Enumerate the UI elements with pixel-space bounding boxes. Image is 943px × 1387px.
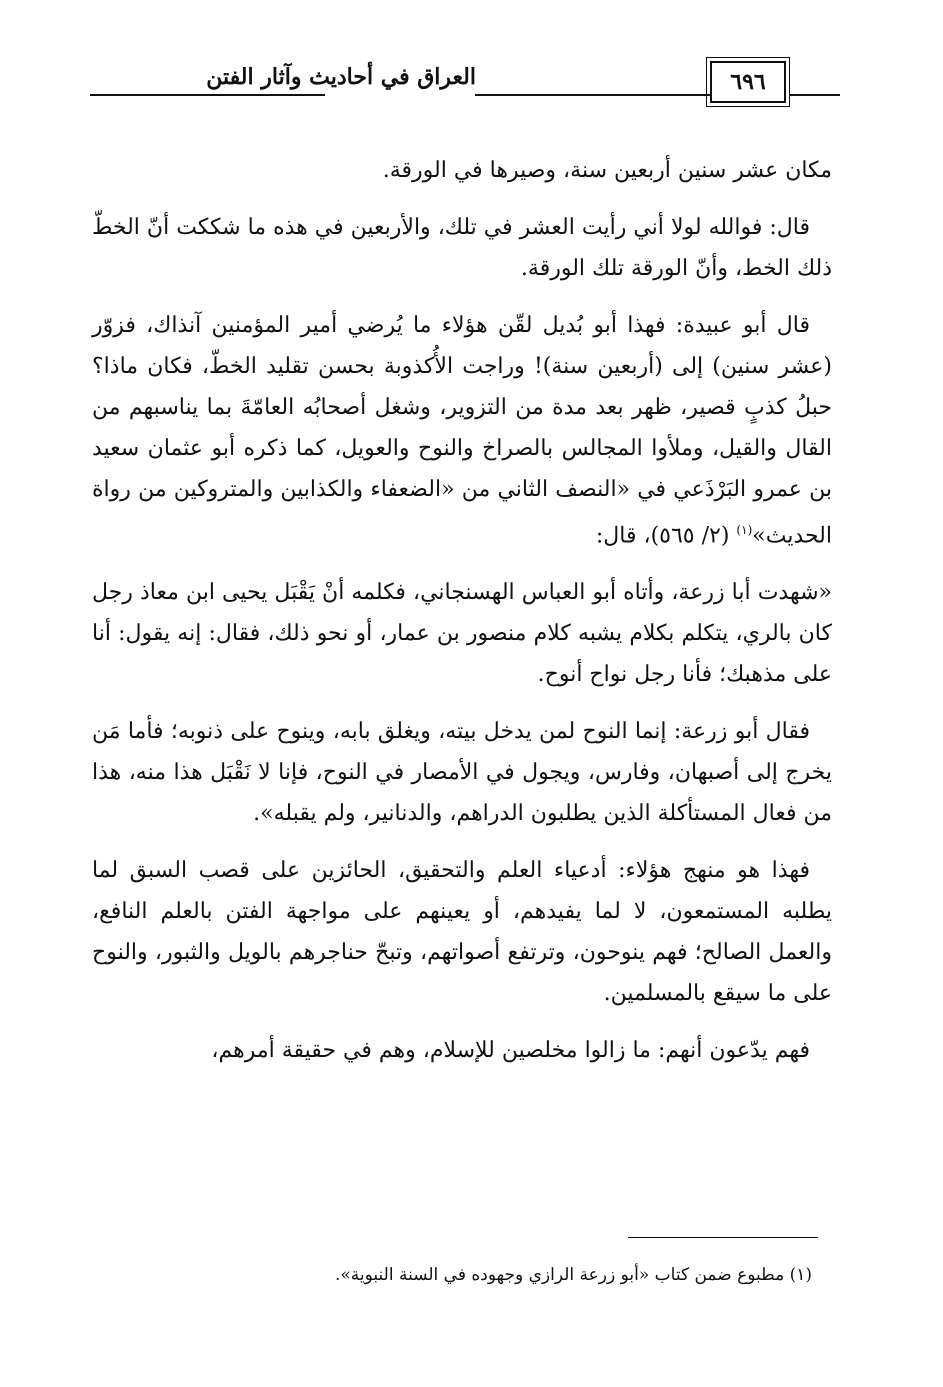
page-number: ٦٩٦ <box>710 61 786 103</box>
paragraph-3-text: قال أبو عبيدة: فهذا أبو بُديل لقّن هؤلاء ما يُرضي أمير المؤمنين آنذاك، فزوّر (عشر سنين) إلى (أربعين سنة)! وراجت الأُكذوبة بحسن تقليد الخطّ، فكان ماذا؟ حبلُ كذبٍ قصير، ظهر بعد مدة من التزوير، وشغل أصحابُه العامّةَ بما يناسبهم من القال والقيل، وملأوا المجالس بالصراخ والنوح والعويل، كما ذكره أبو عثمان سعيد بن عمرو البَرْذَعي في «النصف الثاني من «الضعفاء والكذابين والمتروكين من رواة الحديث» <box>92 313 832 549</box>
footnote: (١) مطبوع ضمن كتاب «أبو زرعة الرازي وجهوده في السنة النبوية». <box>334 1265 812 1285</box>
paragraph-1: مكان عشر سنين أربعين سنة، وصيرها في الورقة. <box>382 158 832 183</box>
footnote-separator <box>628 1237 818 1238</box>
paragraph-3 <box>92 305 832 556</box>
paragraph-6: فهذا هو منهج هؤلاء: أدعياء العلم والتحقيق، الحائزين على قصب السبق لما يطلبه المستمعون، لا لما يفيدهم، أو يعينهم على مواجهة الفتن بالعلم النافع، والعمل الصالح؛ فهم ينوحون، وترتفع أصواتهم، وتبحّ حناجرهم بالويل والثبور، والنوح على ما سيقع بالمسلمين. <box>92 858 832 1007</box>
header-rule-left <box>90 94 325 96</box>
paragraph-7: فهم يدّعون أنهم: ما زالوا مخلصين للإسلام، وهم في حقيقة أمرهم، <box>211 1038 810 1064</box>
running-title: العراق في أحاديث وآثار الفتن <box>206 64 476 90</box>
header-rule-middle <box>475 94 710 96</box>
header-rule-right <box>790 94 840 96</box>
footnote-marker: (١) <box>736 523 753 537</box>
quotation-paragraph: «شهدت أبا زرعة، وأتاه أبو العباس الهسنجاني، فكلمه أنْ يَقْبَل يحيى ابن معاذ رجل كان بالري، يتكلم بكلام يشبه كلام منصور بن عمار، أو نحو ذلك، فقال: إنه يقول: أنا على مذهبك؛ فأنا رجل نواح أنوح. <box>92 580 832 688</box>
paragraph-2: قال: فوالله لولا أني رأيت العشر في تلك، والأربعين في هذه ما شككت أنّ الخطّ ذلك الخط، وأنّ الورقة تلك الورقة. <box>92 215 832 281</box>
paragraph-3-tail: (٢/ ٥٦٥)، قال: <box>595 523 737 549</box>
page-header <box>90 58 840 118</box>
paragraph-5: فقال أبو زرعة: إنما النوح لمن يدخل بيته، ويغلق بابه، وينوح على ذنوبه؛ فأما مَن يخرج إلى أصبهان، وفارس، ويجول في الأمصار في النوح، فإنا لا نَقْبَل هذا منه، هذا من فعال المستأكلة الذين يطلبون الدراهم، والدنانير، ولم يقبله». <box>92 719 832 827</box>
body-text <box>92 150 832 1087</box>
